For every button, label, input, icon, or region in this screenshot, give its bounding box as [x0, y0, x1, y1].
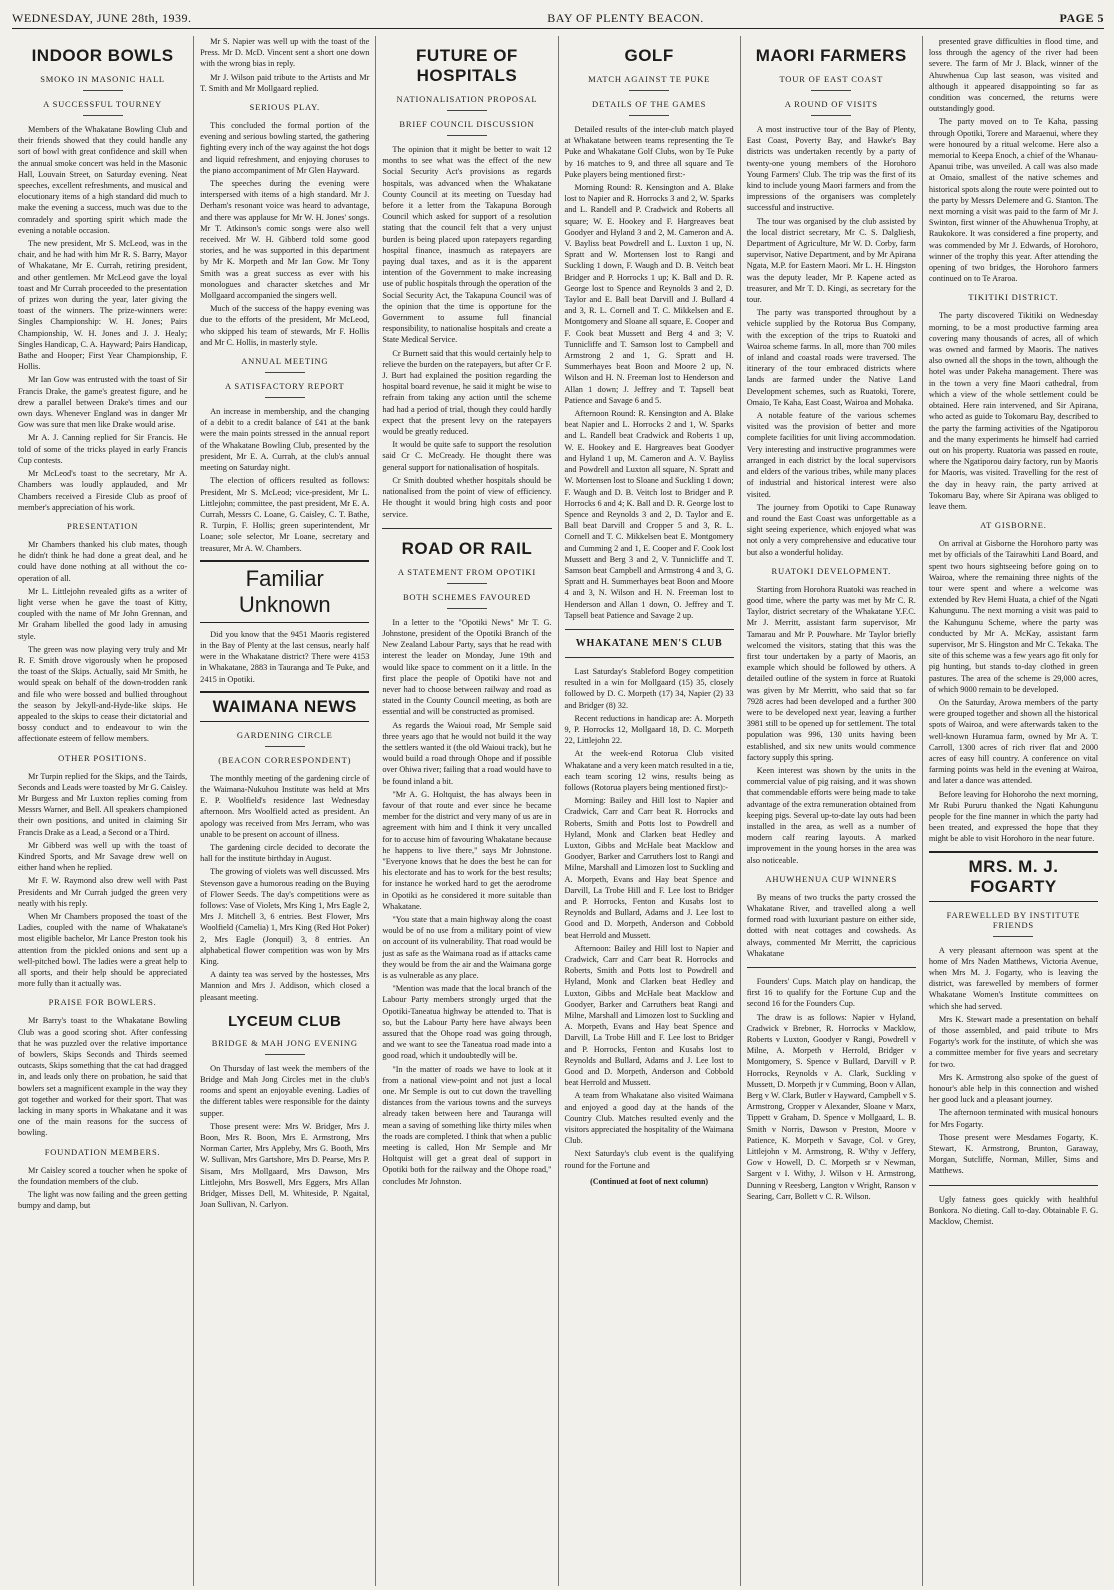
- paragraph: Keen interest was shown by the units in the commercial value of pig raising, and it was shown that commendable efforts were being made to take advantage of the extra remuneration obtained from keeping pigs. Several up-to-date lay outs had been installed in the area, as well as a number of modern calf rearing layouts. A marked improvement in the young horses in the area was also noticeable.: [746, 765, 916, 865]
- paragraph: A dainty tea was served by the hostesses, Mrs Mannion and Mrs J. Addison, which closed a pleasant meeting.: [200, 970, 370, 1002]
- paragraph: A notable feature of the various schemes visited was the provision of better and more complete facilities for unit living accommodation. Very interesting and instructive programmes were arranged in each district by the local supervisors and elders of the various tribes, while many places of industrial and historical interest were also visited.: [746, 411, 916, 499]
- paragraph: The opinion that it might be better to wait 12 months to see what was the effect of the new Social Security Act's provisions as regards hospitals, was advanced when the Whakatane County Council at its meeting on Tuesday had before it a letter from the Takapuna Borough Council which asked for support of a resolution stating that the council felt that a very unjust burden is being placed upon ratepayers regarding hospital finance, inasmuch as ratepayers are paying dual taxes, and as it is the apparent intention of the Government to make increasing use of public hospitals through the operation of the Social Security Act, the Takapuna Council was of the opinion that the time is opportune for the Government to assume full financial responsibility, to nationalise hospitals and create a State Medical Service.: [382, 145, 552, 345]
- paragraph: The party was transported throughout by a vehicle supplied by the Rotorua Bus Company, with the exception of the trips to Ruatoki and Wairoa scheme farms. In all, more than 700 miles of inland and coastal roads were traversed. The itinerary of the tour embraced districts where lands are farmed under the Native Land Development schemes, such as Ruatoki, Torere, Omaio, Te Kaha, East Coast, Wairoa and Mohaka.: [746, 308, 916, 407]
- paragraph: Mr J. Wilson paid tribute to the Artists and Mr T. Smith and Mr Mollgaard replied.: [200, 72, 370, 93]
- headline-waimana-news: WAIMANA NEWS: [200, 691, 369, 722]
- paragraph: Mr McLeod's toast to the secretary, Mr A. Chambers was loudly applauded, and Mr Chambers received a Fireside Club as proof of member's appreciation of his work.: [18, 469, 188, 512]
- subhead: AHUWHENUA CUP WINNERS: [765, 873, 898, 884]
- paragraph: "Mr A. G. Holtquist, the has always been in favour of that route and ever since he became member for the district and very many of us are in agreement with him and I think it very uncalled for to accuse him of favouring Whakatane because he happens to live there," says Mr Johnstone. "Everyone knows that he does the best he can for his electorate and has to work for the best results; for instance he worked hard to get the aerodrome in Opotiki as he considered it more suitable than Whakatane.: [382, 789, 552, 911]
- paragraph: The party moved on to Te Kaha, passing through Opotiki, Torere and Maraenui, where they were honoured by a ritual welcome. Here also a memorial to Keepa Enoch, a chief of the Whanau-Apanui tribe, was unveiled. A call was also made at Omaio, smallest of the native schemes and historical spots along the route were pointed out to the party by Messrs Delemere and G. Stanton. The next morning a visit was paid to the farm of Mr J. Swinton, first winner of the Ahuwhenua Trophy, at Raukokore. It was considered a fine property, and was commended by Mr J. Edwards, of Horohoro, winner of the trophy this year. After attending the opening of two bridges, the Horohoro farmers continued on to Te Araroa.: [928, 117, 1099, 284]
- paragraph: Recent reductions in handicap are: A. Morpeth 9, P. Horrocks 12, Mollgaard 18, D. C. Morpeth 22, Littlejohn 22.: [564, 713, 734, 746]
- column-4: [559, 36, 741, 1586]
- paragraph: Afternoon Round: R. Kensington and A. Blake beat Napier and L. Horrocks 2 and 1, W. Sparks and L. Randell beat Cradwick and Roberts 1 up, W. E. Hookey and E. Hargreaves beat Goodyer and Hyland 1 up, M. Cameron and A. V. Bayliss and Powdrell and Luxton all square, N. Spratt and W. Mortensen lost to Sloane and Suckling 1 down; F. Waugh and D. B. Veitch lost to Bridger and P. Horrocks 6 and 4; K. Ball and D. R. George lost to Spence and Reynolds 3 and 2, D. Taylor and E. Ball beat Darvill and Cropper 5 and 3, R. L. Cornell and T. C. Mikkelsen beat E. Montgomery and Cumming 2 and 1, E. Cooper and F. Cook lost Mussett and Berg 3 and 2, V. Tunnicliffe and T. Samson beat Campbell and Armstrong 4 and 3, G. Spratt and H. Summerhayes beat Boon and Moore 4 and 3, N. Wilson and H. N. Freeman lost to Henderson and Allan 1 down, O. Jeffrey and T. Tapsell beat Patience and Savage 2 up.: [564, 409, 734, 620]
- subhead: TIKITIKI DISTRICT.: [968, 292, 1059, 303]
- paragraph: The green was now playing very truly and Mr R. F. Smith drove vigorously when he proposed the toast of the Skips. Actually, said Mr Smith, he would speak on behalf of the down-trodden rank and file who were bossed and bullied throughout the season by Jekyll-and-Hyde-like skips. He appealed to the skips to cease their dictatorial and bossy conduct and to endeavour to win the affectionate esteem of fellow members.: [18, 644, 188, 744]
- newspaper-title: BAY OF PLENTY BEACON.: [547, 11, 704, 25]
- paragraph: By means of two trucks the party crossed the Whakatane River, and travelled along a well formed road with luxuriant pasture on either side, dotted with neat cottages and cowsheds. As always, commented Mr Merritt, the capricious Whakatane: [746, 892, 916, 958]
- paragraph: "You state that a main highway along the coast would be of no use from a military point of view on account of its vulnerability. That road would be just as safe as the Waimana road as if attacks came they would be from the air and the Waimana gorge is as vulnerable as any place.: [382, 914, 552, 980]
- subhead: A ROUND OF VISITS: [747, 99, 916, 116]
- divider: [929, 1185, 1098, 1186]
- paragraph: The tour was organised by the club assisted by the local district secretary, Mr C. S. Dalgliesh, Department of Agriculture, Mr W. D. Corby, farm supervisor, Native Department, and by Mr Apirana Ngata, M.P. for Eastern Maori. Mr L. H. Hingston was the deputy leader, Mr P. Kapene acted as treasurer, and Mr T. D. Kingi, as secretary for the tour.: [746, 216, 916, 305]
- subhead: OTHER POSITIONS.: [58, 752, 147, 763]
- paragraph: The growing of violets was well discussed. Mrs Stevenson gave a humorous reading on the Buying of Flower Seeds. The day's competitions were as follows: Vase of Violets, Mrs King 1, Mrs Eagle 2, Mrs J. Mitchell 3, 6 entries. Best Flower, Mrs Woolfield (Camelia) 1, Mrs King (Red Hot Poker) 2, Mrs Eagle (Jonquil) 3, 8 entries. An alphabetical flower competition was won by Mrs King.: [200, 867, 370, 966]
- subhead: BRIDGE & MAH JONG EVENING: [200, 1038, 369, 1055]
- headline-indoor-bowls: INDOOR BOWLS: [31, 46, 174, 65]
- paragraph: Before leaving for Hohoroho the next morning, Mr Rubi Pururu thanked the Ngati Kahungunu people for the fine manner in which the party had been treated, and expressed the hope that they might be able to visit Horohoro in the near future.: [928, 789, 1099, 844]
- subhead: A SUCCESSFUL TOURNEY: [18, 99, 187, 116]
- continued-note: (Continued at foot of next column): [590, 1176, 709, 1186]
- paragraph: Cr Smith doubted whether hospitals should be nationalised from the point of view of efficiency. He thought it would bring high costs and poor service.: [382, 475, 552, 519]
- subhead: TOUR OF EAST COAST: [747, 74, 916, 91]
- subhead: PRAISE FOR BOWLERS.: [48, 997, 157, 1008]
- divider: [382, 528, 551, 529]
- paragraph: On the Saturday, Arowa members of the party were grouped together and shown all the historical spots of Wairoa, and were afterwards taken to the well-known Huramua farm, owned by Mr A. T. Carroll, 1300 acres of rich river flat and 2000 acres of easy hill country. A conference on vital farming points was held in the evening at Wairoa, and later a dance was attended.: [928, 697, 1099, 786]
- paragraph: The journey from Opotiki to Cape Runaway and round the East Coast was unforgettable as a sight seeing experience, which enjoyed what was not only a very comprehensive and educative tour but also a wonderful holiday.: [746, 502, 916, 557]
- paragraph: The election of officers resulted as follows: President, Mr S. McLeod; vice-president, Mr L. Littlejohn; committee, the past president, Mr E. A. Currah, Messrs C. Loane, G. Caisley, C. T. Bathe, R. Turpin, F. Hollis; green superintendent, Mr Loane; sole selector, Mr Loane, secretary and treasurer, Mr A. W. Chambers.: [200, 476, 370, 553]
- paragraph: Detailed results of the inter-club match played at Whakatane between teams representing the Te Puke and Whakatane Golf Clubs, won by Te Puke by 16 matches to 9, and three all square and Te Puke players being mentioned first:-: [564, 125, 734, 179]
- paragraph: A very pleasant afternoon was spent at the home of Mrs Naden Matthews, Victoria Avenue, when Mrs M. J. Fogarty, who is leaving the district, was farewelled by members of former Whakatane Women's Institute committees on which she had served.: [928, 945, 1099, 1011]
- paragraph: Mr F. W. Raymond also drew well with Past Presidents and Mr Currah judged the green very neatly with his reply.: [18, 876, 188, 908]
- paragraph: presented grave difficulties in flood time, and loss through the agency of the river had been severe. The farm of Mr J. Black, winner of the Ahuwhenua Cup last season, was visited and although it appeared disappointing so far as condition was concerned, the returns were outstandingly good.: [928, 37, 1099, 114]
- divider: [565, 629, 734, 630]
- column-5: [741, 36, 923, 1586]
- paragraph: Last Saturday's Stableford Bogey competition resulted in a win for Mollgaard (15) 35, closely followed by D. C. Morpeth (17) 34, Napier (2) 33 and Bridger (8) 32.: [564, 666, 734, 710]
- subhead: BOTH SCHEMES FAVOURED: [382, 592, 551, 609]
- paragraph: Morning: Bailey and Hill lost to Napier and Cradwick, Carr and Carr beat R. Horrocks and Roberts, Smith and Potts lost to Powdrell and Hyland, Monk and Clarken beat Hedley and Luxton, Gibbs and McHale beat Macklow and Goodyer, Barker and Carruthers lost to Rangi and Milne, Marshall and Limozen lost to Suckling and A. Morpeth, Evans and Hay beat Spence and Darvill, La Trobe Hill and F. Lee lost to Bridger and P. Horrocks, Fenton and Kusabs lost to Reynolds and Bullard, Adams and J. Lee lost to Good and D. Morpeth, Anderson and Cobbold beat Herrold and Mussett.: [564, 796, 734, 940]
- subhead: SERIOUS PLAY.: [249, 102, 320, 113]
- paragraph: The gardening circle decided to decorate the hall for the institute birthday in August.: [200, 842, 370, 864]
- subhead: BRIEF COUNCIL DISCUSSION: [382, 119, 551, 136]
- paragraph: Those present were: Mrs W. Bridger, Mrs J. Boon, Mrs R. Boon, Mrs E. Armstrong, Mrs Norman Carter, Mrs Appleby, Mrs G. Booth, Mrs W. Sullivan, Mrs Gartshore, Mrs D. Pearse, Mrs P. Sisam, Mrs Mollgaard, Mrs Dawson, Mrs Littlejohn, Mrs Boswell, Mrs Eggers, Mrs Allan Bridger, Misses Dell, M. Whiteside, P. Ngaital, Joan Sullivan, N. Carlyon.: [200, 1121, 370, 1210]
- paragraph: Mr A. J. Canning replied for Sir Francis. He told of some of the tricks played in early Francis Cup contests.: [18, 433, 188, 465]
- paragraph: Mrs K. Armstrong also spoke of the guest of honour's able help in this connection and wished her good luck and a pleasant journey.: [928, 1072, 1099, 1105]
- subhead: PRESENTATION: [66, 520, 139, 531]
- paragraph: Much of the success of the happy evening was due to the efforts of the president, Mr McLeod, who skipped his team of stewards, Mr F. Hollis and Mr C. Hollis, in masterly style.: [200, 304, 370, 347]
- masthead: [12, 6, 1104, 29]
- paragraph: The light was now failing and the green getting bumpy and damp, but: [18, 1190, 188, 1211]
- paragraph: Mr Caisley scored a toucher when he spoke of the foundation members of the club.: [18, 1165, 188, 1186]
- paragraph: Mr Chambers thanked his club mates, though he didn't think he had done a great deal, and he could have done nothing at all without the co-operation of all.: [18, 539, 188, 583]
- paragraph: At the week-end Rotorua Club visited Whakatane and a very keen match resulted in a tie, each team scoring 12 wins, results being as follows (Rotorua players being mentioned first):-: [564, 749, 734, 792]
- paragraph: In a letter to the "Opotiki News" Mr T. G. Johnstone, president of the Opotiki Branch of the New Zealand Labour Party, says that he read with interest the leader on Monday, June 19th and would like space to comment on it a little. In the first place the people of Opotiki have not and never had to choose between railway and road as stated in the County Council meeting, as both are essential and will be constructed as promised.: [382, 617, 552, 717]
- subhead: FOUNDATION MEMBERS.: [44, 1146, 161, 1157]
- paragraph: When Mr Chambers proposed the toast of the Ladies, coupled with the name of Whakatane's most eligible bachelor, Mr Lance Preston took his attention from the pickled onions and sent up a well-pitched bowl. The ladies were a great help to all sports, and their help should be appreciated more fully than it actually was.: [18, 912, 188, 989]
- paragraph: Mr S. Napier was well up with the toast of the Press. Mr D. McD. Vincent sent a short one down with the wrong bias in reply.: [200, 37, 370, 69]
- paragraph: A team from Whakatane also visited Waimana and enjoyed a good day at the hands of the Country Club. Matches resulted evenly and the visitors appreciated the hospitality of the Waimana Club.: [564, 1091, 734, 1146]
- paragraph: Mr Turpin replied for the Skips, and the Tairds, Seconds and Leads were toasted by Mr G. Caisley. Mr Burgess and Mr Luxton replies coming from Messrs Warner, and Bell. All speakers championed their own positions, and united in claiming Sir Francis Drake as a Lead, a Second or a Third.: [18, 771, 188, 837]
- subhead: RUATOKI DEVELOPMENT.: [771, 565, 892, 576]
- column-1: [12, 36, 194, 1586]
- paragraph: As regards the Waioui road, Mr Semple said three years ago that he would not build it the way the settlers wanted it (the old Waioui track), but he would build a road through Ohope and if possible over Ohiwa river; failing that a road would have to be found inland a bit.: [382, 720, 552, 786]
- headline-lyceum-club: LYCEUM CLUB: [228, 1012, 342, 1030]
- paragraph: On Thursday of last week the members of the Bridge and Mah Jong Circles met in the club's rooms and spent an enjoyable evening. Ladies of the different tables were responsible for the dainty supper.: [200, 1063, 370, 1118]
- paragraph: Founders' Cups. Match play on handicap, the first 16 to qualify for the Fortune Cup and the second 16 for the Founders Cup.: [746, 977, 916, 1009]
- columns: [12, 36, 1104, 1586]
- subhead: ANNUAL MEETING: [200, 356, 369, 373]
- paragraph: Members of the Whakatane Bowling Club and their friends showed that they could handle any sort of bowl with great confidence and skill when the annual smoke concert was held in the Masonic Hall, Louvain Street, on Saturday evening. Neat speeches, excellent refreshments, and musical and elocutionary items of a high standard did much to make the evening a success, much was due to the comradely and sporting spirit which made the evening a notable occasion.: [18, 125, 188, 235]
- paragraph: The speeches during the evening were interspersed with items of a high standard. Mr J. Derham's resonant voice was heard to advantage, and there was applause for Mr W. H. Jones' songs. Mr T. Atkinson's comic songs were also well received. Mr W. H. Gibberd told some good stories, and he was supported in this department by Mr K. Morpeth and Mr Ian Gow. Mr Tony Smith was a great success as ever with his monologues and character sketches and Mr Mollgaard accompanied the singers well.: [200, 179, 370, 301]
- headline-maori-farmers: MAORI FARMERS: [755, 46, 907, 65]
- subhead: AT GISBORNE.: [980, 520, 1047, 531]
- paragraph: Those present were Mesdames Fogarty, K. Stewart, K. Armstrong, Brunton, Garaway, Morgan, Sutcliffe, Norman, Miller, Sims and Matthews.: [928, 1132, 1099, 1176]
- paragraph: Mr Ian Gow was entrusted with the toast of Sir Francis Drake, the game's greatest figure, and he drew a parallel between Drake's times and our own days. Whenever England was in danger Mr Gow was sure that men like Drake would arise.: [18, 375, 188, 430]
- subhead: NATIONALISATION PROPOSAL: [382, 94, 551, 111]
- headline-familiar-unknown: Familiar Unknown: [200, 560, 369, 623]
- subhead: GARDENING CIRCLE: [200, 730, 369, 747]
- headline-mens-club: WHAKATANE MEN'S CLUB: [575, 637, 723, 649]
- headline-golf: GOLF: [624, 46, 674, 65]
- subhead: DETAILS OF THE GAMES: [565, 99, 734, 116]
- advertisement: Ugly fatness goes quickly with healthful Bonkora. No dieting. Call to-day. Obtainable F. G. Macklow, Chemist.: [928, 1194, 1099, 1227]
- paragraph: The draw is as follows: Napier v Hyland, Cradwick v Brebner, R. Horrocks v Macklow, Roberts v Luxton, Goodyer v Rangi, Powdrell v Milne, A. Morpeth v Herrold, Bridger v Montgomery, S. Spence v Bullard, Darvill v P. Horrocks, Reynolds v A. Clark, Suckling v Mussett, D. Morpeth jr v Cumming, Boon v Allan, Berg v W. Clark, Butler v Hayward, Campbell v S. Armstrong, Cropper v Alexander, Sloane v Marx, Tippett v Graham, D. Spence v Mollgaard, L. B. Smith v Norris, Dawson v Preston, Moore v Patience, K. Morpeth v Savage, Col. v Grey, Littlejohn v M. Armstrong, R. W'thy v Jeffery, Gow v Howell, D. C. Morpeth sr v Newman, Sargent v I. Withy, J. Wilson v H. Armstrong, Dunning v Reesberg, Langton v Wright, Ranson v Searing, Carr, Bollett v C. R. Wilson.: [746, 1012, 916, 1201]
- paragraph: Did you know that the 9451 Maoris registered in the Bay of Plenty at the last census, nearly half were in the Whakatane district? There were 4153 in Whakatane, 2883 in Tauranga and Te Puke, and 2415 in Opotiki.: [200, 629, 370, 684]
- page-number: PAGE 5: [1059, 11, 1104, 25]
- subhead: A SATISFACTORY REPORT: [200, 381, 369, 398]
- column-3: [376, 36, 558, 1586]
- paragraph: Morning Round: R. Kensington and A. Blake lost to Napier and R. Horrocks 3 and 2, W. Sparks and L. Randell and P. Cradwick and Roberts all square; W. E. Hookey and F. Hargreaves beat Goodyer and Hyland 3 and 2, M. Cameron and A. V. Bayliss beat Powdrell and L. Luxton 1 up, N. Spratt and W. Mortensen lost to Rangi and Suckling 1 down, F. Waugh and D. B. Veitch beat Bridger and P. Horrocks 1 up; K. Ball and D. R. George lost to Spence and Reynolds 3 and 2, D. Taylor and E. Ball beat Darvill and J. Bullard 4 and 3, R. L. Cornell and T. C. Mikkelsen and E. Montgomery and Sloane all square, E. Cooper and F. Cook beat Mussett and Berg 4 and 3; V. Tunnicliffe and T. Samson lost to Campbell and Armstrong 2 and 1, G. Spratt and H. Summerhayes beat Boon and Moore 2 up, N. Wilson and H. N. Freeman lost to Henderson and Allan 1 down; J. Jeffrey and T. Tapsell beat Patience and Savage 6 and 5.: [564, 183, 734, 405]
- byline: (BEACON CORRESPONDENT): [218, 754, 352, 765]
- divider: [747, 967, 916, 968]
- headline-road-or-rail: ROAD OR RAIL: [401, 538, 533, 558]
- paragraph: Mr Barry's toast to the Whakatane Bowling Club was a good scoring shot. After confessing that he was puzzled over the relative importance of bowlers, Skips Seconds and Thirds seemed outcasts, Skips something that the cat had dragged in, and leads only there on probation, he said that bowlers set a magnificent example in the way they got together and worked for their sport. That was lacking in many sports in Whakatane and it was one of the main reasons for the success of bowling.: [18, 1016, 188, 1138]
- column-2: [194, 36, 376, 1586]
- paragraph: This concluded the formal portion of the evening and serious bowling started, the gathering fighting every inch of the way against the hot dogs and liquid refreshment, and enjoying choruses to the piano accompaniment of Mr Glen Hayward.: [200, 121, 370, 175]
- issue-date: WEDNESDAY, JUNE 28th, 1939.: [12, 11, 192, 25]
- paragraph: Starting from Horohora Ruatoki was reached in good time, where the party was met by Mr C. R. Taylor, district secretary of the Whakatane Y.F.C. Mr J. Merritt, assistant farm supervisor, Mr Tamarau and Mr P. Pouwhare. Mr Taylor briefly welcomed the visitors, stating that this was the first tour undertaken by a party of Maoris, an example which should be followed by others. A detailed outline of the system in force at Ruatoki was given by Mr Merritt, who said that so far 7928 acres had been developed and a further 300 were to be developed next year, leaving a further 3981 still to be opened up for settlement. The total population was 996, 130 units having been established, and six new units would commence factory supply this spring.: [746, 584, 916, 762]
- paragraph: An increase in membership, and the changing of a debit to a credit balance of £41 at the bank were the main points stressed in the annual report of the Whakatane Bowling Club, presented by the president, Mr E. A. Currah, at the club's annual meeting on Saturday night.: [200, 407, 370, 473]
- subhead: FAREWELLED BY INSTITUTE FRIENDS: [929, 910, 1098, 937]
- paragraph: The monthly meeting of the gardening circle of the Waimana-Nukuhou Institute was held at Mrs E. P. Woolfield's residence last Wednesday afternoon. Mrs Woolfield acted as president. An apology was received from Mrs Jerram, who was unable to be present on account of illness.: [200, 773, 370, 839]
- divider: [565, 657, 734, 658]
- paragraph: The new president, Mr S. McLeod, was in the chair, and he had with him Mr R. S. Barry, Mayor of Whakatane, Mr E. Currah, retiring president, and other gentlemen. Mr McLeod gave the loyal toast and Mr Currah proceeded to the presentation of prizes won during the year, later giving the toast of the winners. The prize-winners were: Singles Championship: W. H. Jones; Pairs Championship, W. H. Jones and J. J. Healy; Singles Handicap, C. A. Hayward; Pairs Handicap, Bathe and Hooper; First Year Championship, F. Hollis.: [18, 239, 188, 372]
- subhead: SMOKO IN MASONIC HALL: [18, 74, 187, 91]
- paragraph: On arrival at Gisborne the Horohoro party was met by officials of the Tairawhiti Land Board, and spent two hours sightseeing before going on to Wairoa, where the remaining three nights of the tour were spent and where a welcome was extended by Rev Hemi Huata, a chief of the Ngati Kahungunu. The next morning a visit was paid to the Kahungunu Scheme, where the party was conducted by Mr A. McKay, assistant farm supervisor, Mr S. Hingston and Mr C. Tekaka. The site of this scheme was a few years ago fit only for pig hunting, but stands to-day clothed in green pastures. The area of the scheme is 29,000 acres, of which 9000 remain to be developed.: [928, 539, 1099, 694]
- subhead: A STATEMENT FROM OPOTIKI: [382, 567, 551, 584]
- headline-future-of-hospitals: FUTURE OF HOSPITALS: [416, 46, 518, 85]
- paragraph: Mr L. Littlejohn revealed gifts as a writer of light verse when he gave the toast of Kitty, coupled with the name of Mr John Grennan, and Mr Graham libelled the good lady in amusing style.: [18, 586, 188, 641]
- paragraph: Mrs K. Stewart made a presentation on behalf of those assembled, and paid tribute to Mrs Fogarty's work for the institute, of which she was a committee member for five years and secretary for two.: [928, 1014, 1099, 1069]
- paragraph: The party discovered Tikitiki on Wednesday morning, to be a most productive farming area covering many thousands of acres, all of which was owned and farmed by Maoris. The natives also owned all the shops in the town, although the hotel was under Pakeha management. There was in the town a very fine Maori cathedral, from which a view of the whole settlement could be obtained. Here rain intervened, and Sir Apirana, who acted as guide to Tokomaru Bay, described to the party the farming activities of the Ngatiporou and the many experiments he himself had carried out on his property. Ruatoria was passed en route, where the Ngatiporou dairy factory, run by Maoris for Maoris, was visited. Travelling for the rest of the day in heavy rain, the party arrived at Tokomaru Bay, where Sir Apirana was obliged to leave them.: [928, 311, 1099, 511]
- paragraph: A most instructive tour of the Bay of Plenty, East Coast, Poverty Bay, and Hawke's Bay districts was undertaken recently by a party of twenty-one young members of the Horohoro Young Farmers' Club. The trip was the first of its kind to include young Maori farmers and from the impressions of the organisers was completely successful and instructive.: [746, 125, 916, 213]
- paragraph: "In the matter of roads we have to look at it from a national view-point and not just a local one. Mr Semple is out to cut down the travelling distances from the various towns and the surveys already taken between here and Tauranga will mean a saving of something like thirty miles when the roads are completed. I think that when a public meeting is called, Hon Mr Semple and Mr Holtquist will get a great deal of support in Opotiki both for the railway and the Ohope road," concludes Mr Johnston.: [382, 1064, 552, 1186]
- paragraph: Mr Gibberd was well up with the toast of Kindred Sports, and Mr Savage drew well on either hand when he replied.: [18, 840, 188, 873]
- headline-mrs-fogarty: MRS. M. J. FOGARTY: [929, 851, 1098, 902]
- column-6: [923, 36, 1104, 1586]
- paragraph: "Mention was made that the local branch of the Labour Party members strongly urged that the Opotiki-Taneatua highway be attended to. That is so, but the Labour Party here have always been assured that the Ohope road was going through, and we want to see the Taneatua road made into a good road, which it undoubtedly will be.: [382, 984, 552, 1061]
- paragraph: Afternoon: Bailey and Hill lost to Napier and Cradwick, Carr and Carr beat R. Horrocks and Roberts, Smith and Potts lost to Powdrell and Hyland, Monk and Clarken beat Hedley and Luxton, Gibbs and McHale beat Macklow and Goodyer, Barker and Carruthers beat Rangi and Milne, Marshall and Limozen lost to Suckling and A. Morpeth, Evans and Hay beat Spence and Darvill, La Trobe Hill and F. Lee lost to Bridger and P. Horrocks, Fenton and Kusabs lost to Reynolds and Bullard, Adams and J. Lee lost to Good and D. Morpeth, Anderson and Cobbold beat Herrold and Mussett.: [564, 943, 734, 1088]
- paragraph: Next Saturday's club event is the qualifying round for the Fortune and: [564, 1149, 734, 1170]
- paragraph: It would be quite safe to support the resolution said Cr C. McCready. He thought there was general support for nationalisation of hospitals.: [382, 440, 552, 472]
- subhead: MATCH AGAINST TE PUKE: [565, 74, 734, 91]
- paragraph: The afternoon terminated with musical honours for Mrs Fogarty.: [928, 1108, 1099, 1129]
- paragraph: Cr Burnett said that this would certainly help to relieve the burden on the ratepayers, but after Cr F. J. Burt had explained the position regarding the hospital board revenue, he said it might be wise to refrain from taking any action until the scheme had had a period of trial, though they could hardly expect that the present levy on the ratepayers would be greatly reduced.: [382, 348, 552, 437]
